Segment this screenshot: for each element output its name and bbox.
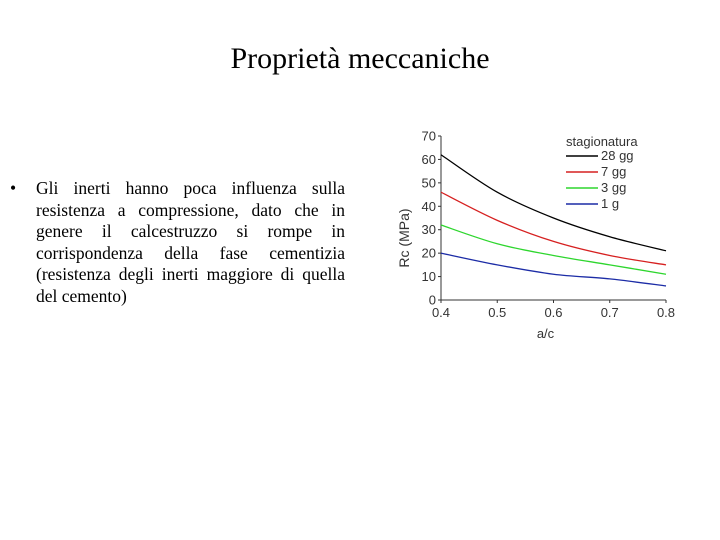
- legend-title: stagionatura: [566, 134, 638, 149]
- bullet-item: [10, 178, 345, 308]
- line-chart: [380, 118, 710, 348]
- series-line: [441, 225, 666, 274]
- y-tick-label: 50: [421, 175, 436, 191]
- y-tick-label: 0: [428, 292, 436, 308]
- y-tick-label: 40: [421, 198, 436, 214]
- x-axis-label: a/c: [536, 326, 555, 341]
- y-tick-label: 70: [421, 128, 436, 144]
- x-tick-label: 0.7: [600, 305, 619, 320]
- legend-label: 3 gg: [601, 180, 627, 195]
- y-tick-label: 30: [421, 222, 436, 238]
- bullet-text: Gli inerti hanno poca influenza sulla resistenza a compressione, dato che in genere il calcestruzzo si rompe in corrispondenza della fase cementizia (resistenza degli inerti maggiore di quella del cemento): [36, 178, 345, 306]
- legend-label: 7 gg: [601, 164, 627, 179]
- bullet-mark: •: [10, 178, 17, 198]
- x-tick-label: 0.8: [656, 305, 676, 320]
- x-tick-label: 0.4: [431, 305, 451, 320]
- y-tick-label: 10: [421, 269, 436, 285]
- y-axis-label: Rc (MPa): [396, 208, 412, 268]
- slide-title: Proprietà meccaniche: [230, 42, 490, 75]
- legend-label: 1 g: [601, 196, 620, 211]
- y-tick-label: 20: [421, 245, 436, 261]
- series-line: [441, 253, 666, 286]
- x-tick-label: 0.6: [544, 305, 563, 320]
- y-tick-label: 60: [421, 151, 436, 167]
- x-tick-label: 0.5: [488, 305, 507, 320]
- series-line: [441, 192, 666, 265]
- legend-label: 28 gg: [601, 148, 634, 163]
